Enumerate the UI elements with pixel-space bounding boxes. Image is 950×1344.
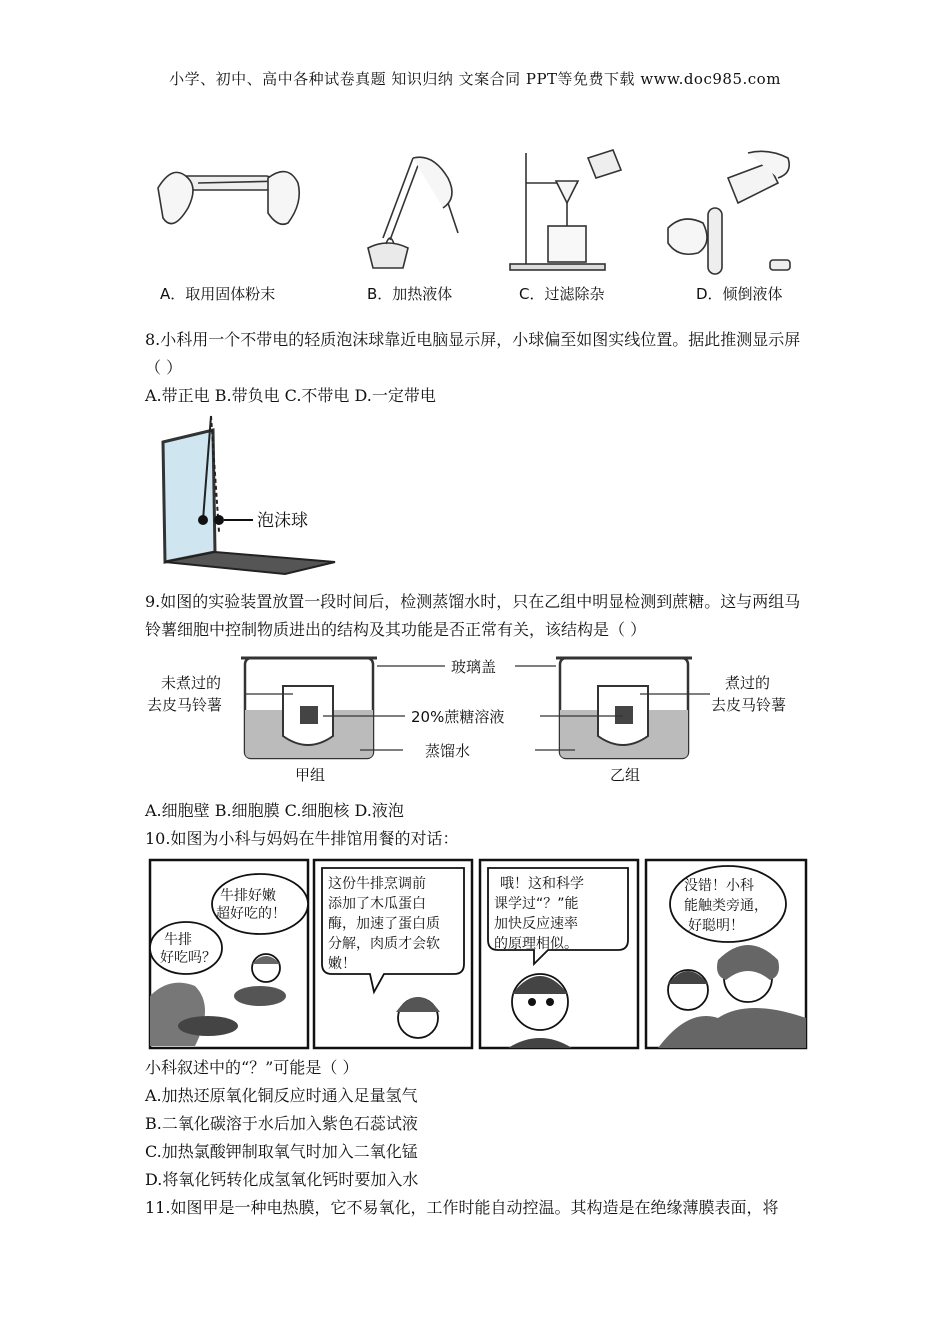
foam-ball-label: 泡沫球 [257,511,308,531]
p1-bubble-left-line2: 好吃吗？ [160,950,216,966]
label-glass-lid: 玻璃盖 [451,658,497,676]
question-10-option-d: D.将氧化钙转化成氢氧化钙时要加入水 [145,1170,419,1189]
laptop-foam-ball-figure [145,412,345,578]
label-group-b: 乙组 [610,766,641,784]
label-group-a: 甲组 [295,766,326,784]
p3-line4: 的原理相似。 [494,936,578,952]
lab-caption-a: A．取用固体粉末 [160,285,276,303]
p4-line3: 好聪明！ [688,918,744,934]
p2-line4: 分解，肉质才会软 [328,936,440,952]
p3-line1: 哦！这和科学 [500,876,584,892]
figure-a-powder [158,172,299,225]
p1-bubble-top-line1: 牛排好嫩 [220,888,276,904]
p3-line2: 课学过“？”能 [494,896,579,912]
page-header: 小学、初中、高中各种试卷真题 知识归纳 文案合同 PPT等免费下载 www.doc985.com [169,70,781,88]
lab-caption-c: C．过滤除杂 [519,285,605,303]
p2-line2: 添加了木瓜蛋白 [328,896,426,912]
figure-c-filtration [510,150,621,270]
figure-b-heating [368,157,458,268]
p4-line2: 能触类旁通， [684,898,768,914]
question-9-stem: 9.如图的实验装置放置一段时间后，检测蒸馏水时，只在乙组中明显检测到蔗糖。这与两组马铃薯细胞中控制物质进出的结构及其功能是否正常有关，该结构是（ ） [145,592,801,639]
p2-line5: 嫩！ [328,956,356,972]
label-left-line1: 未煮过的 [161,674,222,692]
question-10-question: 小科叙述中的“？”可能是（ ） [145,1058,359,1077]
p3-line3: 加快反应速率 [494,916,578,932]
lab-caption-b: B．加热液体 [367,285,453,303]
p2-line3: 酶，加速了蛋白质 [328,916,440,932]
p4-line1: 没错！小科 [684,878,754,894]
label-sucrose: 20%蔗糖溶液 [411,708,505,726]
question-10-stem: 10.如图为小科与妈妈在牛排馆用餐的对话： [145,829,459,848]
p1-bubble-top-line2: 超好吃的！ [216,906,286,922]
question-8-options: A.带正电 B.带负电 C.不带电 D.一定带电 [145,386,436,405]
label-left-line2: 去皮马铃薯 [147,696,223,714]
figure-d-pouring [668,151,790,274]
p2-line1: 这份牛排烹调前 [328,876,426,892]
p1-bubble-left-line1: 牛排 [164,932,192,948]
question-10-option-a: A.加热还原氧化铜反应时通入足量氢气 [145,1086,418,1105]
question-10-option-c: C.加热氯酸钾制取氧气时加入二氧化锰 [145,1142,418,1161]
steak-comic-figure [148,856,810,1052]
label-right-line1: 煮过的 [725,674,771,692]
question-8-stem: 8.小科用一个不带电的轻质泡沫球靠近电脑显示屏，小球偏至如图实线位置。据此推测显示屏（ ） [145,330,801,377]
label-distilled-water: 蒸馏水 [425,742,471,760]
potato-experiment-figure [145,648,810,788]
question-9-options: A.细胞壁 B.细胞膜 C.细胞核 D.液泡 [145,801,404,820]
question-11-stem: 11.如图甲是一种电热膜，它不易氧化，工作时能自动控温。其构造是在绝缘薄膜表面，将 [145,1198,779,1217]
label-right-line2: 去皮马铃薯 [711,696,787,714]
lab-caption-d: D．倾倒液体 [696,285,783,303]
lab-operations-figure [148,148,808,278]
question-10-option-b: B.二氧化碳溶于水后加入紫色石蕊试液 [145,1114,418,1133]
